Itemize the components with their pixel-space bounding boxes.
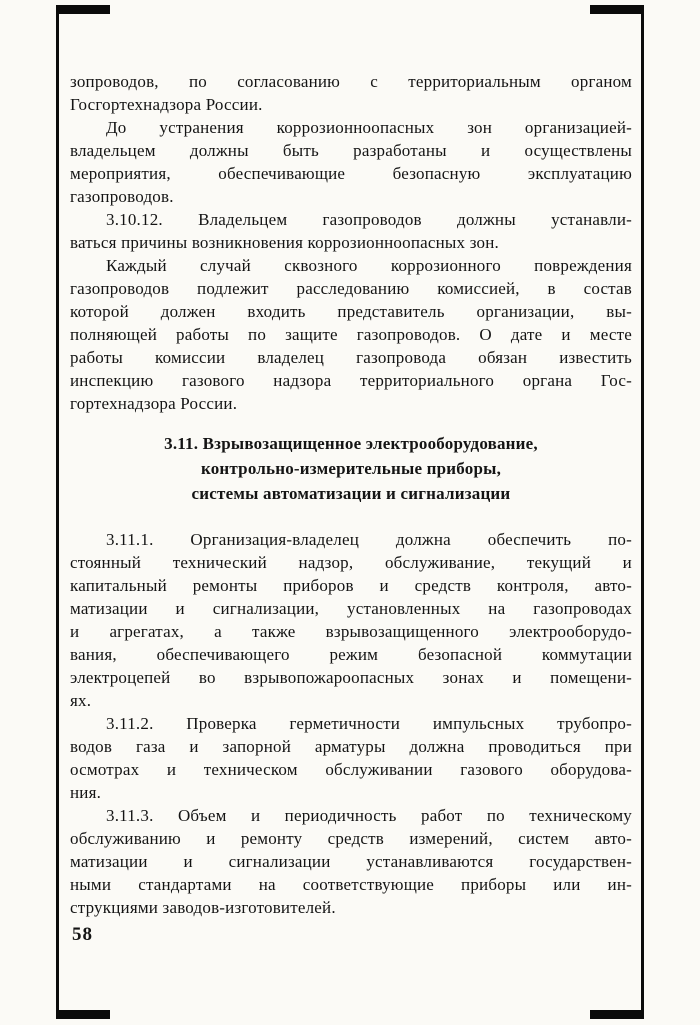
text-line: 3.10.12. Владельцем газопроводов должны устанавли- [106,210,632,229]
text-line: ными стандартами на соответствующие приборы или ин- [70,875,632,894]
text-line: вания, обеспечивающего режим безопасной коммутации [70,645,632,664]
text-line: Каждый случай сквозного коррозионного повреждения [106,256,632,275]
text-line: капитальный ремонты приборов и средств контроля, авто- [70,576,632,595]
scan-border-top-right [590,5,644,14]
text-line: электроцепей во взрывопожароопасных зонах и помещени- [70,668,632,687]
text-line: гортехнадзора России. [70,394,238,413]
text-line: мероприятия, обеспечивающие безопасную эксплуатацию [70,164,632,183]
scan-border-bottom-left [56,1010,110,1019]
section-heading-line: системы автоматизации и сигнализации [191,484,511,503]
scan-border-top-left [56,5,110,14]
paragraph [70,116,632,208]
text-line: матизации и сигнализации устанавливаются государствен- [70,852,632,871]
text-line: Госгортехнадзора России. [70,95,263,114]
text-line: обслуживанию и ремонту средств измерений, систем авто- [70,829,632,848]
scan-border-right [641,8,644,1016]
text-line: зопроводов, по согласованию с территориальным органом [70,72,632,91]
text-line: матизации и сигнализации, установленных на газопроводах [70,599,632,618]
text-line: До устранения коррозионноопасных зон организацией- [106,118,632,137]
paragraph [70,208,632,254]
text-line: и агрегатах, а также взрывозащищенного электрооборудо- [70,622,632,641]
text-line: стоянный технический надзор, обслуживание, текущий и [70,553,632,572]
text-line: газопроводов подлежит расследованию комиссией, в состав [70,279,632,298]
paragraph [70,70,632,116]
text-line: осмотрах и техническом обслуживании газового оборудова- [70,760,632,779]
text-line: полняющей работы по защите газопроводов. О дате и месте [70,325,632,344]
text-line: газопроводов. [70,187,174,206]
scan-border-left [56,8,59,1016]
text-line: которой должен входить представитель организации, вы- [70,302,632,321]
text-line: 3.11.2. Проверка герметичности импульсных трубопро- [106,714,632,733]
paragraph [70,254,632,415]
text-line: ях. [70,691,92,710]
text-line: водов газа и запорной арматуры должна проводиться при [70,737,632,756]
section-heading-line: контрольно-измерительные приборы, [200,459,502,478]
text-line: струкциями заводов-изготовителей. [70,898,336,917]
paragraph [70,804,632,919]
text-line: работы комиссии владелец газопровода обязан известить [70,348,632,367]
scan-border-bottom-right [590,1010,644,1019]
text-line: ваться причины возникновения коррозионноопасных зон. [70,233,499,252]
text-line: ния. [70,783,102,802]
section-heading [70,431,632,506]
text-line: владельцем должны быть разработаны и осуществлены [70,141,632,160]
text-line: 3.11.1. Организация-владелец должна обеспечить по- [106,530,632,549]
document-page [70,70,632,919]
text-line: инспекцию газового надзора территориального органа Гос- [70,371,632,390]
section-heading-line: 3.11. Взрывозащищенное электрооборудование, [164,434,538,453]
text-line: 3.11.3. Объем и периодичность работ по техническому [106,806,632,825]
paragraph [70,528,632,712]
paragraph [70,712,632,804]
page-number: 58 [72,924,93,945]
